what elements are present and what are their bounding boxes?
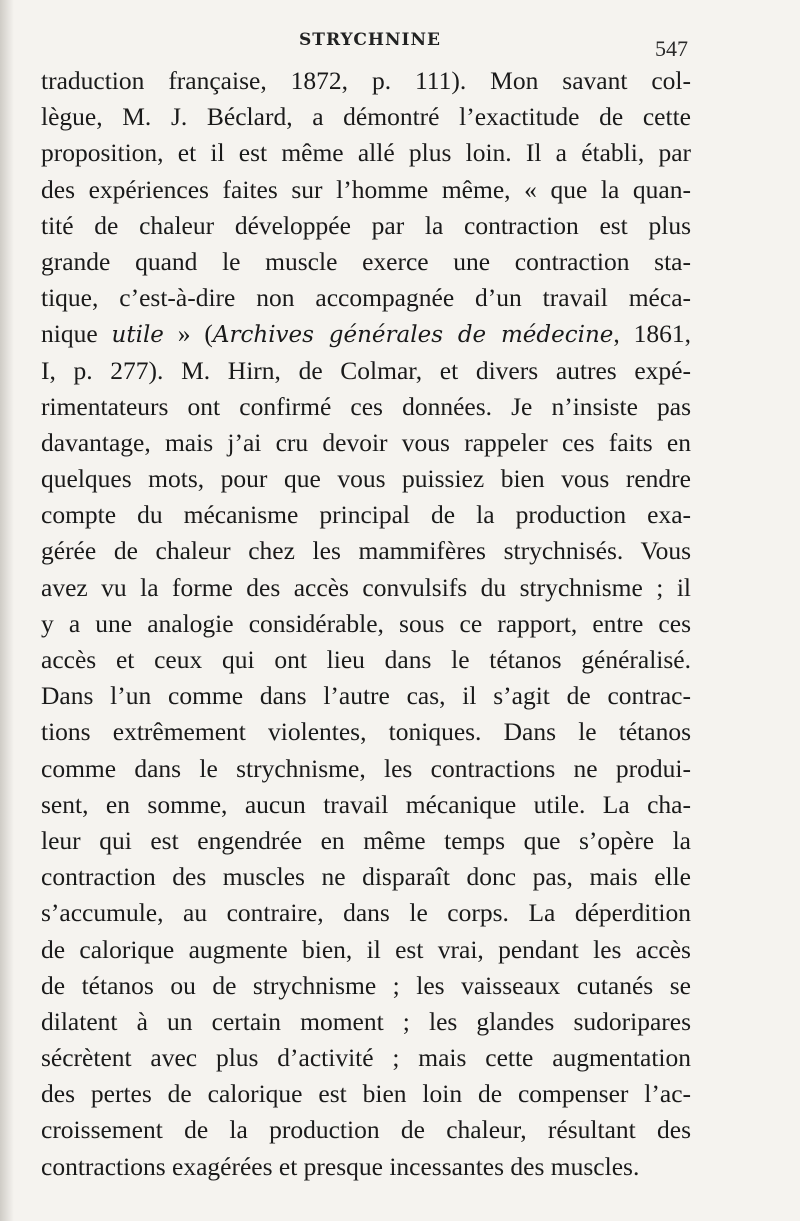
citation-journal-title: Archives générales de médecine bbox=[212, 322, 614, 349]
citation-text: » ( bbox=[163, 319, 213, 349]
citation-text: , 1861, bbox=[613, 319, 692, 349]
text-line: proposition, et il est même allé plus loin. Il a établi, par bbox=[41, 138, 691, 168]
text-line: y a une analogie considérable, sous ce rapport, entre ces bbox=[41, 608, 691, 638]
citation-emphasis: utile bbox=[111, 322, 164, 349]
text-line: des pertes de calorique est bien loin de compenser l’ac- bbox=[41, 1079, 691, 1109]
running-title: STRYCHNINE bbox=[299, 30, 441, 50]
text-line: sécrètent avec plus d’activité ; mais cette augmentation bbox=[41, 1043, 691, 1073]
text-line: tique, c’est-à-dire non accompagnée d’un travail méca- bbox=[41, 283, 691, 313]
text-line: contraction des muscles ne disparaît donc pas, mais elle bbox=[41, 862, 691, 892]
body-text bbox=[41, 63, 691, 1185]
text-line: tité de chaleur développée par la contraction est plus bbox=[41, 210, 691, 240]
text-line: Dans l’un comme dans l’autre cas, il s’agit de contrac- bbox=[41, 681, 691, 711]
text-line: gérée de chaleur chez les mammifères strychnisés. Vous bbox=[41, 536, 691, 566]
page-number: 547 bbox=[655, 36, 688, 61]
spine-shadow bbox=[0, 0, 14, 1221]
text-line-last: contractions exagérées et presque incessantes des muscles. bbox=[41, 1151, 640, 1181]
text-line: sent, en somme, aucun travail mécanique utile. La cha- bbox=[41, 789, 691, 819]
text-line: grande quand le muscle exerce une contraction sta- bbox=[41, 246, 691, 276]
text-line: rimentateurs ont confirmé ces données. Je n’insiste pas bbox=[41, 391, 691, 421]
text-line: de tétanos ou de strychnisme ; les vaisseaux cutanés se bbox=[41, 970, 691, 1000]
text-line: traduction française, 1872, p. 111). Mon savant col- bbox=[41, 66, 691, 95]
text-line: de calorique augmente bien, il est vrai, pendant les accès bbox=[41, 934, 691, 964]
text-line: accès et ceux qui ont lieu dans le tétanos généralisé. bbox=[41, 645, 691, 674]
text-line: des expériences faites sur l’homme même, « que la quan- bbox=[41, 174, 691, 204]
text-line: tions extrêmement violentes, toniques. Dans le tétanos bbox=[41, 717, 691, 747]
text-line-citation bbox=[41, 316, 691, 352]
text-line: s’accumule, au contraire, dans le corps. La déperdition bbox=[41, 898, 691, 928]
text-line: compte du mécanisme principal de la production exa- bbox=[41, 500, 691, 530]
text-line: quelques mots, pour que vous puissiez bien vous rendre bbox=[41, 464, 691, 494]
text-line: lègue, M. J. Béclard, a démontré l’exactitude de cette bbox=[41, 102, 691, 132]
text-line: davantage, mais j’ai cru devoir vous rappeler ces faits en bbox=[41, 427, 691, 457]
text-line: leur qui est engendrée en même temps que s’opère la bbox=[41, 825, 691, 855]
citation-text: nique bbox=[41, 319, 112, 349]
text-line: dilatent à un certain moment ; les glandes sudoripares bbox=[41, 1006, 691, 1036]
text-line: croissement de la production de chaleur, résultant des bbox=[41, 1115, 691, 1145]
text-line: avez vu la forme des accès convulsifs du strychnisme ; il bbox=[41, 572, 691, 602]
text-line: comme dans le strychnisme, les contractions ne produi- bbox=[41, 753, 691, 783]
text-line: I, p. 277). M. Hirn, de Colmar, et divers autres expé- bbox=[41, 355, 691, 385]
running-head bbox=[0, 30, 800, 60]
